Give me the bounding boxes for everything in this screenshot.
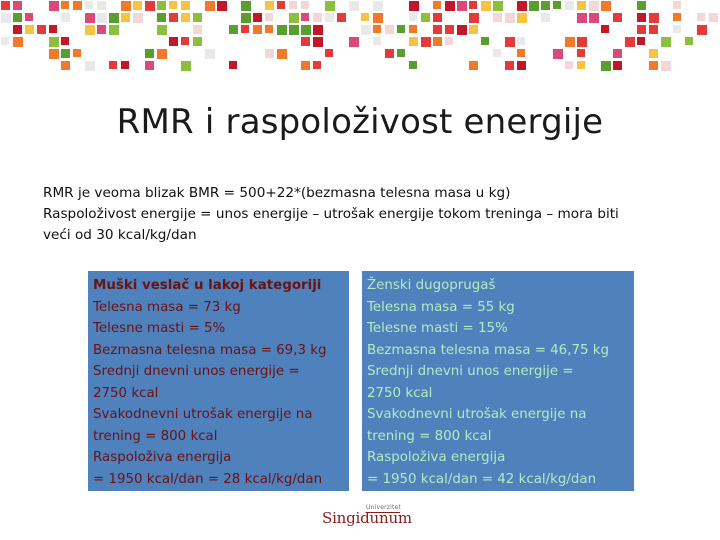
banner-tile: [649, 25, 658, 34]
banner-tile: [301, 61, 310, 70]
banner-tile: [697, 1, 705, 9]
banner-tile: [409, 25, 417, 33]
banner-tile: [433, 37, 442, 46]
banner-tile: [1, 13, 11, 23]
banner-tile: [157, 37, 165, 45]
banner-tile: [313, 61, 321, 69]
banner-tile: [493, 37, 501, 45]
banner-tile: [361, 1, 370, 10]
rower-line: 2750 kcal: [93, 385, 159, 401]
banner-tile: [421, 13, 430, 22]
banner-tile: [349, 13, 359, 23]
banner-tile: [385, 25, 394, 34]
banner-tile: [313, 1, 322, 10]
banner-tile: [85, 1, 93, 9]
banner-tile: [253, 25, 262, 34]
banner-tile: [373, 1, 383, 11]
banner-tile: [61, 13, 70, 22]
banner-tile: [337, 13, 346, 22]
banner-tile: [181, 25, 191, 35]
banner-tile: [553, 13, 562, 22]
runner-line: 2750 kcal: [367, 385, 433, 401]
banner-tile: [325, 1, 335, 11]
banner-tile: [685, 25, 693, 33]
banner-tile: [37, 1, 47, 11]
banner-tile: [205, 1, 215, 11]
banner-tile: [613, 13, 622, 22]
banner-tile: [133, 37, 142, 46]
banner-tile: [157, 49, 167, 59]
banner-tile: [289, 25, 299, 35]
banner-tile: [409, 37, 418, 46]
banner-tile: [649, 49, 658, 58]
banner-tile: [385, 13, 394, 22]
banner-tile: [37, 13, 45, 21]
banner-tile: [541, 61, 550, 70]
banner-tile: [397, 13, 407, 23]
banner-tile: [241, 1, 251, 11]
banner-tile: [49, 25, 57, 33]
banner-tile: [109, 13, 119, 23]
banner-tile: [469, 1, 477, 9]
logo-subtitle: Univerzitet: [366, 504, 401, 511]
banner-tile: [313, 49, 321, 57]
banner-tile: [469, 37, 478, 46]
banner-tile: [73, 13, 83, 23]
banner-tile: [505, 37, 515, 47]
banner-tile: [469, 61, 478, 70]
banner-tile: [601, 25, 609, 33]
banner-tile: [37, 25, 46, 34]
banner-tile: [85, 13, 95, 23]
banner-tile: [157, 1, 166, 10]
banner-tile: [577, 13, 587, 23]
banner-tile: [349, 37, 359, 47]
rower-box-title: Muški veslač u lakoj kategoriji: [93, 278, 322, 293]
banner-tile: [145, 49, 154, 58]
banner-tile: [337, 49, 346, 58]
banner-tile: [217, 1, 227, 11]
body-line-energy-availability-cont: veći od 30 kcal/kg/dan: [43, 227, 197, 243]
banner-tile: [637, 1, 646, 10]
banner-tile: [565, 37, 575, 47]
banner-tile: [13, 37, 23, 47]
runner-line: trening = 800 kcal: [367, 428, 492, 444]
rower-line: Srednji dnevni unos energije =: [93, 364, 300, 379]
banner-tile: [169, 13, 178, 22]
banner-tile: [649, 13, 659, 23]
banner-tile: [289, 13, 299, 23]
banner-tile: [409, 49, 418, 58]
banner-tile: [673, 1, 681, 9]
banner-tile: [625, 37, 635, 47]
rower-line: Svakodnevni utrošak energije na: [93, 407, 313, 422]
banner-tile: [445, 61, 453, 69]
banner-tile: [181, 13, 190, 22]
banner-tile: [13, 1, 22, 10]
banner-tile: [601, 1, 611, 11]
banner-tile: [577, 1, 586, 10]
banner-tile: [121, 1, 131, 11]
banner-tile: [589, 37, 597, 45]
banner-tile: [301, 1, 309, 9]
banner-tile: [433, 1, 441, 9]
banner-tile: [613, 49, 622, 58]
banner-tile: [661, 13, 670, 22]
banner-tile: [229, 61, 237, 69]
banner-tile: [625, 1, 634, 10]
banner-tile: [205, 49, 215, 59]
banner-tile: [13, 25, 22, 34]
runner-line: Telesna masa = 55 kg: [367, 299, 515, 315]
banner-tile: [409, 1, 419, 11]
banner-tile: [709, 25, 718, 34]
banner-tile: [121, 61, 129, 69]
body-line-bmr: RMR je veoma blizak BMR = 500+22*(bezmasna telesna masa u kg): [43, 185, 511, 201]
banner-tile: [73, 49, 81, 57]
banner-tile: [133, 61, 141, 69]
banner-tile: [541, 13, 550, 22]
banner-tile: [553, 49, 563, 59]
rower-line: Bezmasna telesna masa = 69,3 kg: [93, 342, 327, 358]
banner-tile: [445, 13, 453, 21]
banner-tile: [505, 1, 515, 11]
banner-tile: [601, 13, 611, 23]
runner-line: Raspoloživa energija: [367, 450, 506, 465]
runner-line: Svakodnevni utrošak energije na: [367, 407, 587, 422]
banner-tile: [361, 13, 369, 21]
banner-tile: [193, 13, 202, 22]
banner-tile: [457, 13, 466, 22]
banner-tile: [373, 13, 383, 23]
banner-tile: [73, 1, 82, 10]
banner-tile: [85, 25, 95, 35]
banner-tile: [97, 25, 106, 34]
banner-tile: [385, 1, 393, 9]
banner-tile: [49, 37, 59, 47]
banner-tile: [229, 13, 238, 22]
banner-tile: [409, 13, 417, 21]
banner-tile: [673, 25, 681, 33]
banner-tile: [553, 37, 563, 47]
banner-tile: [517, 37, 525, 45]
banner-tile: [301, 25, 311, 35]
banner-tile: [133, 1, 142, 10]
banner-tile: [457, 25, 467, 35]
banner-tile: [97, 49, 107, 59]
banner-tile: [277, 49, 287, 59]
banner-tile: [25, 1, 33, 9]
runner-line: Bezmasna telesna masa = 46,75 kg: [367, 342, 610, 358]
banner-tile: [493, 1, 503, 11]
banner-tile: [1, 1, 10, 10]
banner-tile: [481, 1, 491, 11]
banner-tile: [637, 13, 646, 22]
banner-tile: [577, 49, 585, 57]
banner-tile: [229, 49, 239, 59]
logo-wordmark: Singidunum: [322, 509, 412, 527]
banner-tile: [445, 25, 454, 34]
banner-tile: [661, 49, 669, 57]
runner-info-box: [362, 271, 634, 491]
banner-tile: [157, 25, 167, 35]
banner-tile: [61, 49, 70, 58]
rower-line: Raspoloživa energija: [93, 450, 232, 465]
banner-tile: [181, 1, 190, 10]
banner-tile: [181, 49, 189, 57]
banner-tile: [277, 25, 287, 35]
banner-tile: [265, 25, 273, 33]
banner-tile: [241, 25, 249, 33]
banner-tile: [157, 13, 166, 22]
banner-tile: [301, 37, 310, 46]
singidunum-logo: [322, 504, 412, 528]
banner-tile: [397, 25, 405, 33]
banner-tile: [205, 25, 214, 34]
banner-tile: [169, 1, 177, 9]
banner-tile: [637, 37, 645, 45]
banner-tile: [241, 13, 251, 23]
runner-box-title: Ženski dugoprugaš: [367, 278, 496, 293]
banner-tile: [649, 61, 658, 70]
banner-tile: [481, 37, 489, 45]
rower-line: Telesna masa = 73 kg: [93, 299, 241, 315]
banner-tile: [637, 25, 646, 34]
banner-tile: [181, 37, 189, 45]
banner-tile: [313, 25, 323, 35]
banner-tile: [181, 61, 191, 71]
banner-tile: [493, 25, 503, 35]
banner-tile: [109, 1, 118, 10]
banner-tile: [289, 1, 297, 9]
banner-tile: [265, 49, 274, 58]
banner-tile: [709, 13, 718, 22]
banner-tile: [325, 49, 333, 57]
banner-tile: [493, 49, 501, 57]
banner-tile: [313, 37, 323, 47]
banner-tile: [697, 13, 705, 21]
banner-tile: [61, 61, 70, 70]
banner-tile: [565, 61, 573, 69]
banner-tile: [49, 1, 59, 11]
banner-tile: [553, 25, 561, 33]
banner-tile: [349, 25, 358, 34]
banner-tile: [541, 1, 550, 10]
rower-info-box: [88, 271, 349, 491]
banner-tile: [109, 61, 117, 69]
banner-tile: [517, 13, 527, 23]
banner-tile: [433, 13, 442, 22]
banner-tile: [661, 37, 671, 47]
banner-tile: [457, 1, 467, 11]
banner-tile: [169, 37, 178, 46]
banner-tile: [445, 37, 453, 45]
banner-tile: [277, 1, 285, 9]
banner-tile: [385, 49, 394, 58]
banner-tile: [517, 61, 526, 70]
banner-tile: [397, 49, 405, 57]
banner-tile: [589, 13, 599, 23]
banner-tile: [61, 37, 69, 45]
banner-tile: [85, 61, 95, 71]
decorative-fruit-mosaic-banner: [0, 0, 720, 72]
rower-line: Telesne masti = 5%: [93, 321, 226, 336]
banner-tile: [673, 37, 681, 45]
body-line-energy-availability: Raspoloživost energije = unos energije – utrošak energije tokom treninga – mora biti: [43, 206, 619, 222]
banner-tile: [649, 1, 657, 9]
banner-tile: [385, 61, 395, 71]
banner-tile: [613, 1, 623, 11]
banner-tile: [13, 13, 22, 22]
slide-body-text: [43, 183, 683, 246]
banner-tile: [301, 13, 309, 21]
banner-tile: [349, 1, 359, 11]
banner-tile: [361, 49, 371, 59]
banner-tile: [169, 49, 178, 58]
banner-tile: [661, 25, 671, 35]
banner-tile: [505, 61, 514, 70]
banner-tile: [193, 37, 202, 46]
banner-tile: [613, 61, 622, 70]
banner-tile: [229, 25, 238, 34]
banner-tile: [421, 37, 431, 47]
banner-tile: [109, 25, 119, 35]
banner-tile: [97, 1, 106, 10]
banner-tile: [445, 1, 455, 11]
banner-tile: [505, 13, 515, 23]
banner-tile: [505, 25, 514, 34]
banner-tile: [97, 37, 105, 45]
banner-tile: [601, 37, 610, 46]
banner-tile: [97, 13, 107, 23]
banner-tile: [145, 37, 155, 47]
banner-tile: [661, 1, 669, 9]
runner-line: Telesne masti = 15%: [367, 321, 508, 336]
banner-tile: [25, 13, 33, 21]
banner-tile: [685, 1, 694, 10]
banner-tile: [325, 61, 333, 69]
banner-tile: [217, 49, 225, 57]
banner-tile: [265, 13, 273, 21]
banner-tile: [61, 1, 69, 9]
banner-tile: [25, 25, 34, 34]
banner-tile: [685, 37, 693, 45]
banner-tile: [361, 25, 371, 35]
banner-tile: [421, 25, 430, 34]
banner-tile: [517, 49, 525, 57]
banner-tile: [469, 13, 479, 23]
banner-tile: [325, 25, 334, 34]
banner-tile: [253, 13, 262, 22]
banner-tile: [373, 25, 381, 33]
banner-tile: [25, 37, 35, 47]
banner-tile: [49, 49, 59, 59]
banner-tile: [481, 13, 489, 21]
rower-line: = 1950 kcal/dan = 28 kcal/kg/dan: [93, 471, 323, 487]
banner-tile: [661, 61, 671, 71]
banner-tile: [265, 1, 274, 10]
banner-tile: [577, 61, 585, 69]
banner-tile: [517, 1, 527, 11]
banner-tile: [709, 1, 718, 10]
banner-tile: [589, 1, 599, 11]
banner-tile: [145, 61, 154, 70]
rower-line: trening = 800 kcal: [93, 428, 218, 444]
banner-tile: [697, 25, 707, 35]
banner-tile: [217, 25, 227, 35]
banner-tile: [337, 1, 346, 10]
banner-tile: [385, 37, 394, 46]
runner-line: Srednji dnevni unos energije =: [367, 364, 574, 379]
banner-tile: [133, 13, 143, 23]
banner-tile: [601, 61, 611, 71]
banner-tile: [253, 1, 262, 10]
banner-tile: [433, 25, 442, 34]
banner-tile: [409, 61, 417, 69]
banner-tile: [325, 13, 334, 22]
banner-tile: [373, 37, 381, 45]
banner-tile: [577, 37, 587, 47]
banner-tile: [493, 13, 502, 22]
banner-tile: [529, 1, 539, 11]
banner-tile: [145, 1, 155, 11]
banner-tile: [553, 1, 561, 9]
banner-tile: [229, 1, 237, 9]
banner-tile: [1, 37, 9, 45]
banner-tile: [121, 13, 130, 22]
banner-tile: [397, 1, 407, 11]
slide-title: RMR i raspoloživost energije: [116, 102, 604, 142]
banner-tile: [193, 25, 202, 34]
runner-line: = 1950 kcal/dan = 42 kcal/kg/dan: [367, 471, 597, 487]
banner-tile: [421, 1, 429, 9]
banner-tile: [313, 13, 322, 22]
banner-tile: [145, 13, 154, 22]
banner-tile: [673, 13, 681, 21]
banner-tile: [193, 1, 202, 10]
banner-tile: [469, 25, 478, 34]
banner-tile: [565, 1, 574, 10]
